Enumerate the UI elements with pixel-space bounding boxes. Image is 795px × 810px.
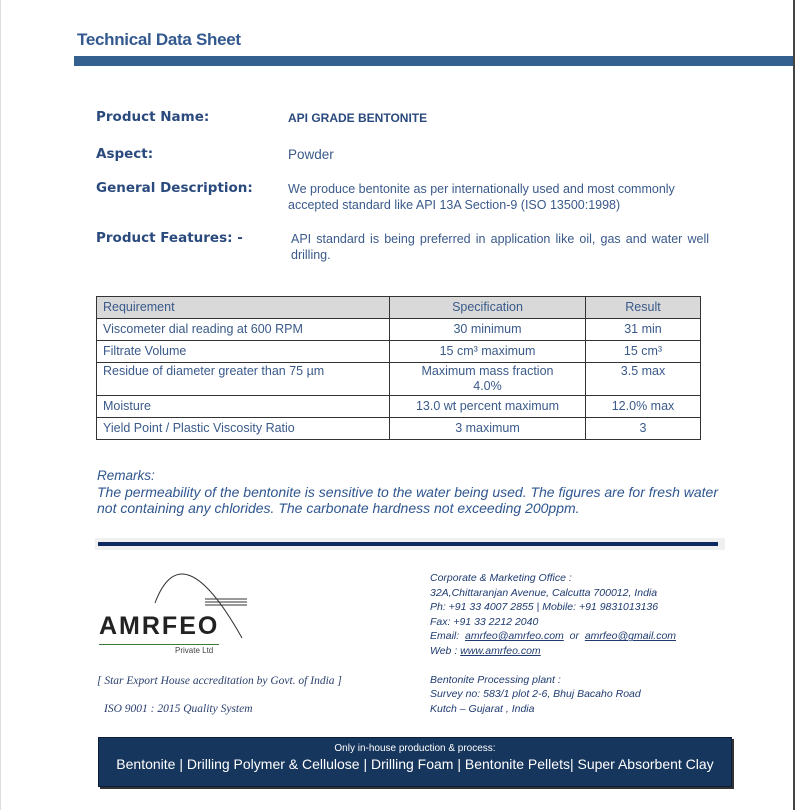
page-edge-left	[0, 0, 1, 810]
remarks-text: The permeability of the bentonite is sensitive to the water being used. The figures are for fresh water not containing any chlorides. The carbonate hardness not exceeding 200ppm.	[97, 484, 718, 516]
requirement-cell: Viscometer dial reading at 600 RPM	[97, 319, 390, 341]
accreditation-text: [ Star Export House accreditation by Govt. of India ]	[97, 675, 342, 687]
requirement-cell: Filtrate Volume	[97, 341, 390, 363]
requirement-cell: Moisture	[97, 396, 390, 418]
table-row	[97, 396, 701, 418]
section-divider	[95, 538, 725, 550]
footer-caption: Only in-house production & process:	[334, 743, 496, 754]
header-result: Result	[586, 297, 701, 319]
title-underline-bar	[74, 56, 793, 66]
plant-address-line1: Survey no: 583/1 plot 2-6, Bhuj Bacaho Road	[430, 688, 641, 701]
logo-wordmark: AMRFEO	[99, 612, 220, 640]
specification-cell: 30 minimum	[390, 319, 586, 341]
iso-certification-text: ISO 9001 : 2015 Quality System	[104, 703, 253, 715]
web-line	[430, 644, 676, 659]
email-link-primary[interactable]: amrfeo@amrfeo.com	[465, 630, 564, 643]
specification-cell: Maximum mass fraction 4.0%	[390, 363, 586, 396]
document-title: Technical Data Sheet	[77, 30, 241, 49]
requirement-cell: Yield Point / Plastic Viscosity Ratio	[97, 418, 390, 440]
product-name-value: API GRADE BENTONITE	[288, 111, 428, 125]
result-cell: 15 cm³	[586, 341, 701, 363]
aspect-label: Aspect:	[96, 146, 154, 162]
divider-line	[98, 542, 718, 546]
product-features-value: API standard is being preferred in application like oil, gas and water well drilling.	[291, 232, 709, 262]
contact-block	[430, 571, 676, 716]
result-cell: 12.0% max	[586, 396, 701, 418]
header-specification: Specification	[390, 297, 586, 319]
result-cell: 3	[586, 418, 701, 440]
office-title: Corporate & Marketing Office :	[430, 572, 572, 584]
specification-table	[96, 296, 701, 440]
email-line	[430, 629, 676, 644]
fax-line: Fax: +91 33 2212 2040	[430, 615, 539, 628]
email-label: Email:	[430, 630, 460, 643]
remarks-label: Remarks:	[97, 468, 155, 483]
email-link-secondary[interactable]: amrfeo@gmail.com	[584, 630, 677, 643]
product-features-label: Product Features: -	[96, 230, 243, 246]
aspect-value: Powder	[288, 147, 334, 162]
phone-line: Ph: +91 33 4007 2855 | Mobile: +91 9831013136	[430, 601, 659, 614]
product-name-label: Product Name:	[96, 109, 210, 125]
company-logo	[97, 556, 257, 661]
specification-cell: 13.0 wt percent maximum	[390, 396, 586, 418]
specification-cell: 15 cm³ maximum	[390, 341, 586, 363]
plant-title: Bentonite Processing plant :	[430, 673, 561, 686]
header-requirement: Requirement	[97, 297, 390, 319]
remarks-section	[97, 468, 737, 516]
table-header-row	[97, 297, 701, 319]
email-or: or	[569, 630, 579, 643]
plant-address-line2: Kutch – Gujarat , India	[430, 702, 535, 715]
web-link[interactable]: www.amrfeo.com	[460, 644, 541, 657]
specification-cell: 3 maximum	[390, 418, 586, 440]
table-row	[97, 418, 701, 440]
footer-products: Bentonite | Drilling Polymer & Cellulose | Drilling Foam | Bentonite Pellets| Super Absorbent Clay	[116, 756, 714, 772]
requirement-cell: Residue of diameter greater than 75 µm	[97, 363, 390, 396]
logo-subtitle: Private Ltd	[175, 646, 214, 655]
footer-banner	[98, 737, 732, 787]
result-cell: 3.5 max	[586, 363, 701, 396]
general-description-value: We produce bentonite as per internationally used and most commonly accepted standard like API 13A Section-9 (ISO 13500:1998)	[288, 182, 675, 212]
web-label: Web :	[430, 644, 458, 657]
table-row	[97, 319, 701, 341]
table-row	[97, 341, 701, 363]
office-address: 32A,Chittaranjan Avenue, Calcutta 700012, India	[430, 586, 658, 599]
table-row	[97, 363, 701, 396]
logo-arc-icon	[97, 556, 257, 656]
logo-underline	[99, 644, 219, 645]
general-description-label: General Description:	[96, 180, 253, 196]
result-cell: 31 min	[586, 319, 701, 341]
